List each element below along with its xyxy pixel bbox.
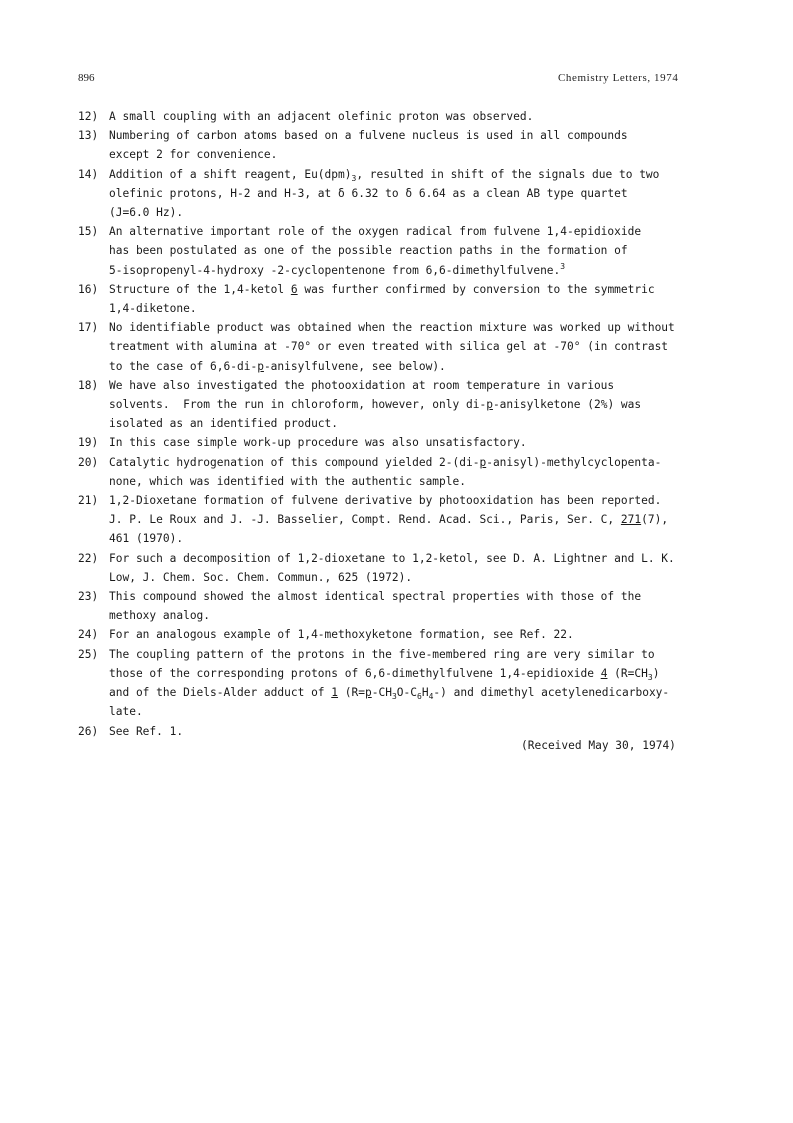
footnote-number: 26) [78, 724, 99, 738]
footnote-line: 1,4-diketone. [109, 302, 197, 316]
footnote-line: Structure of the 1,4-ketol 6 was further confirmed by conversion to the symmetric [109, 282, 655, 296]
running-header: Chemistry Letters, 1974 [558, 72, 679, 84]
footnote-number: 24) [78, 628, 99, 642]
footnote-line: none, which was identified with the authentic sample. [109, 474, 466, 488]
footnote [78, 433, 768, 452]
footnote-number: 23) [78, 590, 99, 604]
footnote-line: olefinic protons, H-2 and H-3, at δ 6.32 to δ 6.64 as a clean AB type quartet [109, 186, 628, 200]
footnote [78, 165, 768, 223]
footnote [78, 376, 768, 434]
footnote-line: treatment with alumina at -70° or even treated with silica gel at -70° (in contrast [109, 340, 669, 354]
footnote-number: 13) [78, 129, 99, 143]
footnote [78, 645, 768, 722]
footnote-number: 19) [78, 436, 99, 450]
footnote [78, 222, 768, 280]
footnote-line: Catalytic hydrogenation of this compound yielded 2-(di-p-anisyl)-methylcyclopenta- [109, 455, 662, 469]
footnote-line: Low, J. Chem. Soc. Chem. Commun., 625 (1972). [109, 570, 413, 584]
footnote-line: to the case of 6,6-di-p-anisylfulvene, see below). [109, 359, 446, 373]
footnote-line: For an analogous example of 1,4-methoxyketone formation, see Ref. 22. [109, 628, 574, 642]
footnote-line: (J=6.0 Hz). [109, 206, 184, 220]
footnote-line: In this case simple work-up procedure was also unsatisfactory. [109, 436, 527, 450]
footnote-line: An alternative important role of the oxygen radical from fulvene 1,4-epidioxide [109, 225, 642, 239]
footnote [78, 280, 768, 318]
footnote-line: those of the corresponding protons of 6,6-dimethylfulvene 1,4-epidioxide 4 $(R=CH_3)$ [109, 666, 660, 682]
footnote [78, 587, 768, 625]
footnote-line: has been postulated as one of the possible reaction paths in the formation of [109, 244, 628, 258]
footnote-number: 12) [78, 110, 99, 123]
footnote-number: 20) [78, 455, 99, 469]
footnote-line: 5-isopropenyl-4-hydroxy -2-cyclopentenone from 6,6-dimethylfulvene.$^3$ [109, 261, 566, 277]
footnote-line: For such a decomposition of 1,2-dioxetane to 1,2-ketol, see D. A. Lightner and L. K. [109, 551, 675, 565]
footnote [78, 491, 768, 549]
footnote-line: methoxy analog. [109, 609, 211, 623]
footnote-line: isolated as an identified product. [109, 417, 339, 431]
footnote-line: A small coupling with an adjacent olefinic proton was observed. [109, 110, 534, 123]
footnote-line: Addition of a shift reagent, $Eu(dpm)_3$, resulted in shift of the signals due to two [109, 167, 660, 183]
footnote [78, 453, 768, 491]
footnote-number: 14) [78, 167, 99, 181]
footnote-line: No identifiable product was obtained when the reaction mixture was worked up without [109, 321, 675, 335]
footnote-line: J. P. Le Roux and J. -J. Basselier, Compt. Rend. Acad. Sci., Paris, Ser. C, 271(7), [109, 513, 669, 527]
footnote-line: The coupling pattern of the protons in the five-membered ring are very similar to [109, 647, 655, 661]
footnote [78, 549, 768, 587]
footnote-line: This compound showed the almost identical spectral properties with those of the [109, 590, 642, 604]
footnote-line: except 2 for convenience. [109, 148, 278, 162]
footnote [78, 107, 768, 126]
footnote-number: 15) [78, 225, 99, 239]
received-date: (Received May 30, 1974) [521, 739, 676, 752]
footnote-number: 25) [78, 647, 99, 661]
footnote-number: 21) [78, 494, 99, 508]
footnote-number: 17) [78, 321, 99, 335]
footnote-number: 18) [78, 378, 99, 392]
footnote [78, 625, 768, 644]
footnote [78, 722, 768, 741]
footnote [78, 126, 768, 164]
footnote-line: See Ref. 1. [109, 724, 184, 738]
footnote-line: We have also investigated the photooxidation at room temperature in various [109, 378, 615, 392]
footnote-number: 16) [78, 282, 99, 296]
footnote-line: solvents. From the run in chloroform, however, only di-p-anisylketone (2%) was [109, 398, 642, 412]
footnote-number: 22) [78, 551, 99, 565]
footnote-line: 1,2-Dioxetane formation of fulvene derivative by photooxidation has been reported. [109, 494, 662, 508]
footnotes-list [78, 107, 768, 741]
footnote-line: 461 (1970). [109, 532, 184, 546]
footnote-line: and of the Diels-Alder adduct of 1 $(R=p-CH_3O-C_6H_4-)$ and dimethyl acetylenedicarboxy- [109, 686, 670, 702]
footnote-line: Numbering of carbon atoms based on a fulvene nucleus is used in all compounds [109, 129, 628, 143]
footnote [78, 318, 768, 376]
page-number: 896 [78, 72, 95, 84]
footnote-line: late. [109, 705, 143, 719]
